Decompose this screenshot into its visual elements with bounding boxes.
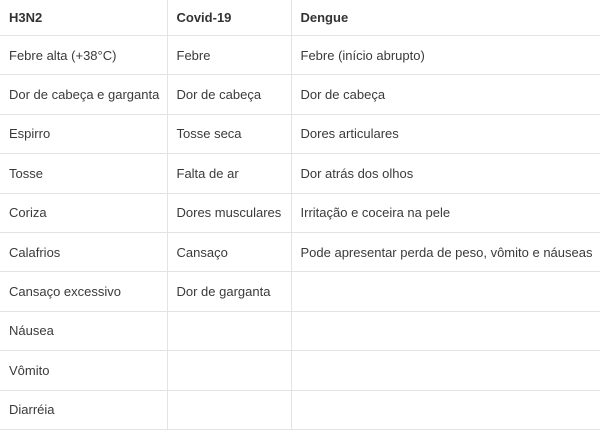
cell-h3n2: Náusea (0, 311, 167, 350)
table-row (0, 75, 600, 114)
column-header-covid-19: Covid-19 (167, 0, 291, 36)
cell-covid-19: Tosse seca (167, 114, 291, 153)
cell-dengue (291, 272, 600, 311)
table-row (0, 232, 600, 271)
table-row (0, 272, 600, 311)
cell-dengue: Irritação e coceira na pele (291, 193, 600, 232)
header-row (0, 0, 600, 36)
cell-dengue: Dores articulares (291, 114, 600, 153)
cell-h3n2: Febre alta (+38°C) (0, 36, 167, 75)
cell-covid-19 (167, 351, 291, 390)
cell-covid-19: Cansaço (167, 232, 291, 271)
cell-dengue: Dor atrás dos olhos (291, 154, 600, 193)
column-header-dengue: Dengue (291, 0, 600, 36)
cell-covid-19: Febre (167, 36, 291, 75)
cell-dengue: Pode apresentar perda de peso, vômito e náuseas (291, 232, 600, 271)
cell-h3n2: Diarréia (0, 390, 167, 429)
table-header (0, 0, 600, 36)
cell-dengue: Dor de cabeça (291, 75, 600, 114)
table-body (0, 36, 600, 430)
cell-covid-19 (167, 311, 291, 350)
cell-h3n2: Dor de cabeça e garganta (0, 75, 167, 114)
cell-h3n2: Coriza (0, 193, 167, 232)
cell-h3n2: Cansaço excessivo (0, 272, 167, 311)
cell-dengue (291, 311, 600, 350)
cell-dengue (291, 351, 600, 390)
cell-h3n2: Espirro (0, 114, 167, 153)
cell-covid-19: Dor de garganta (167, 272, 291, 311)
cell-h3n2: Vômito (0, 351, 167, 390)
cell-covid-19: Dor de cabeça (167, 75, 291, 114)
table-row (0, 36, 600, 75)
cell-h3n2: Calafrios (0, 232, 167, 271)
cell-covid-19: Dores musculares (167, 193, 291, 232)
cell-covid-19: Falta de ar (167, 154, 291, 193)
table-row (0, 311, 600, 350)
cell-dengue (291, 390, 600, 429)
cell-covid-19 (167, 390, 291, 429)
cell-dengue: Febre (início abrupto) (291, 36, 600, 75)
column-header-h3n2: H3N2 (0, 0, 167, 36)
cell-h3n2: Tosse (0, 154, 167, 193)
table-row (0, 154, 600, 193)
table-row (0, 351, 600, 390)
table-row (0, 390, 600, 429)
table-row (0, 193, 600, 232)
table-row (0, 114, 600, 153)
